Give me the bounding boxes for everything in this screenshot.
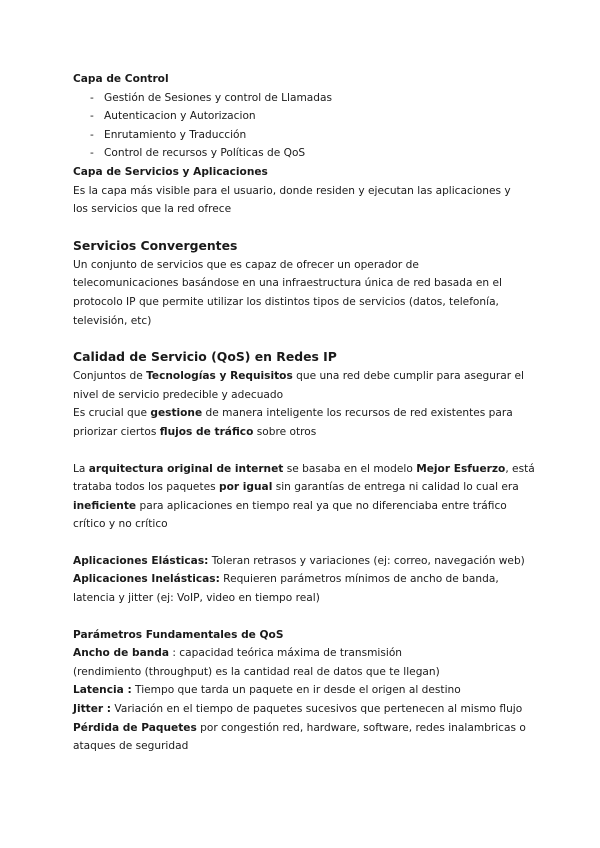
list-item <box>73 107 533 126</box>
text-run: trataba todos los paquetes <box>73 481 220 494</box>
paragraph-line: televisión, etc) <box>73 314 152 327</box>
list-item-text: Gestión de Sesiones y control de Llamadas <box>104 91 333 104</box>
bullet-dash: - <box>90 147 94 160</box>
paragraph-line <box>73 570 533 589</box>
list-item <box>73 144 533 163</box>
bullet-dash: - <box>90 110 94 123</box>
list-item-text: Control de recursos y Políticas de QoS <box>104 147 306 160</box>
bold-text: por igual <box>219 481 273 494</box>
list-item-text: Enrutamiento y Traducción <box>104 128 247 141</box>
text-run: Requieren parámetros mínimos de ancho de banda, <box>219 573 499 586</box>
convergent-services-heading: Servicios Convergentes <box>73 237 238 253</box>
paragraph-line <box>73 644 533 663</box>
text-run: priorizar ciertos <box>73 425 160 438</box>
paragraph-line: latencia y jitter (ej: VoIP, video en tiempo real) <box>73 592 320 605</box>
paragraph-line <box>73 478 533 497</box>
document-page <box>73 70 533 756</box>
bold-text: Ancho de banda <box>73 647 169 660</box>
text-run: La <box>73 462 89 475</box>
text-run: sobre otros <box>253 425 317 438</box>
bullet-dash: - <box>90 128 94 141</box>
paragraph-line: (rendimiento (throughput) es la cantidad real de datos que te llegan) <box>73 665 440 678</box>
paragraph-line: crítico y no crítico <box>73 518 168 531</box>
bold-text: Jitter : <box>73 703 112 716</box>
paragraph-line <box>73 423 533 442</box>
list-item <box>73 126 533 145</box>
bold-text: ineficiente <box>73 499 137 512</box>
text-run: que una red debe cumplir para asegurar el <box>292 370 524 383</box>
list-item <box>73 89 533 108</box>
text-run: : capacidad teórica máxima de transmisión <box>169 647 403 660</box>
text-run: se basaba en el modelo <box>283 462 417 475</box>
paragraph-line <box>73 719 533 738</box>
text-run: Variación en el tiempo de paquetes sucesivos que pertenecen al mismo flujo <box>111 703 523 716</box>
text-run: sin garantías de entrega ni calidad lo cual era <box>272 481 519 494</box>
control-layer-title: Capa de Control <box>73 73 169 85</box>
bold-text: Pérdida de Paquetes <box>73 721 197 734</box>
paragraph-line: nivel de servicio predecible y adecuado <box>73 388 284 401</box>
text-run: por congestión red, hardware, software, redes inalambricas o <box>196 721 526 734</box>
text-run: para aplicaciones en tiempo real ya que no diferenciaba entre tráfico <box>136 499 507 512</box>
qos-heading: Calidad de Servicio (QoS) en Redes IP <box>73 349 337 365</box>
paragraph-line <box>73 681 533 700</box>
paragraph-line <box>73 497 533 516</box>
bold-text: Aplicaciones Inelásticas: <box>73 573 220 586</box>
paragraph-line: ataques de seguridad <box>73 740 189 753</box>
paragraph-line: protocolo IP que permite utilizar los distintos tipos de servicios (datos, telefonía, <box>73 295 499 308</box>
text-run: Conjuntos de <box>73 370 147 383</box>
paragraph-line <box>73 552 533 571</box>
paragraph-line: Un conjunto de servicios que es capaz de ofrecer un operador de <box>73 258 419 271</box>
text-run: Es crucial que <box>73 407 151 420</box>
bold-text: gestione <box>150 407 203 420</box>
paragraph-line: Es la capa más visible para el usuario, donde residen y ejecutan las aplicaciones y <box>73 184 511 197</box>
paragraph-line <box>73 700 533 719</box>
bullet-dash: - <box>90 91 94 104</box>
text-run: , está <box>505 462 535 475</box>
paragraph-line <box>73 367 533 386</box>
bold-text: arquitectura original de internet <box>88 462 284 475</box>
paragraph-line <box>73 460 533 479</box>
qos-parameters-title: Parámetros Fundamentales de QoS <box>73 628 284 641</box>
paragraph-line: telecomunicaciones basándose en una infraestructura única de red basada en el <box>73 277 502 290</box>
bold-text: Mejor Esfuerzo <box>416 462 506 475</box>
list-item-text: Autenticacion y Autorizacion <box>104 110 256 123</box>
text-run: Toleran retrasos y variaciones (ej: correo, navegación web) <box>208 554 525 567</box>
bold-text: Tecnologías y Requisitos <box>146 370 293 383</box>
bold-text: flujos de tráfico <box>159 425 254 438</box>
text-run: de manera inteligente los recursos de red existentes para <box>202 407 513 420</box>
paragraph-line: los servicios que la red ofrece <box>73 203 232 216</box>
paragraph-line <box>73 404 533 423</box>
bold-text: Aplicaciones Elásticas: <box>73 554 209 567</box>
bold-text: Latencia : <box>73 684 132 697</box>
text-run: Tiempo que tarda un paquete en ir desde el origen al destino <box>131 684 461 697</box>
services-layer-title: Capa de Servicios y Aplicaciones <box>73 165 268 178</box>
